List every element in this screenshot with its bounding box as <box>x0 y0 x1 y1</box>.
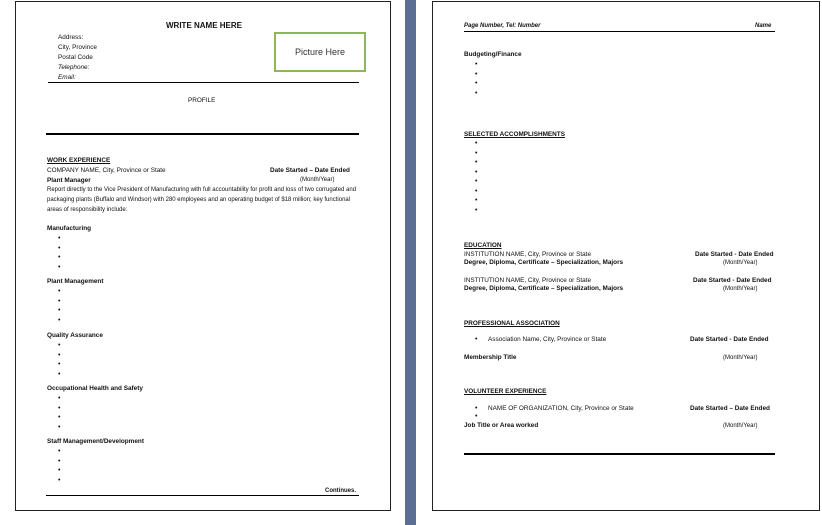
page-header-left: Page Number, Tel: Number <box>464 23 541 29</box>
association-dates: Date Started - Date Ended <box>690 336 769 343</box>
volunteer-heading: VOLUNTEER EXPERIENCE <box>464 388 547 395</box>
bullet-item: • <box>58 457 61 465</box>
bullet-item: • <box>475 206 478 214</box>
bullet-item: • <box>475 159 478 166</box>
bullet-item: • <box>475 140 478 147</box>
volunteer-dates: Date Started – Date Ended <box>690 405 770 412</box>
picture-label: Picture Here <box>294 47 346 57</box>
membership-title: Membership Title <box>464 354 517 361</box>
page2-header-rule <box>464 31 775 32</box>
bullet-list <box>58 287 60 325</box>
telephone-label: Telephone: <box>58 64 90 71</box>
bullet-item: • <box>475 80 478 87</box>
bullet-item: • <box>58 476 61 484</box>
bullet-item: • <box>58 316 61 324</box>
bullet-item: • <box>58 467 61 474</box>
bullet-list <box>475 139 477 215</box>
professional-heading: PROFESSIONAL ASSOCIATION <box>464 320 560 327</box>
bullet-item: • <box>475 149 478 157</box>
profile-heading: PROFILE <box>188 97 216 104</box>
page2-bottom-rule <box>464 453 775 455</box>
work-experience-heading: WORK EXPERIENCE <box>47 157 111 164</box>
email-label: Email: <box>58 74 76 81</box>
work-month-year: (Month/Year) <box>300 177 335 183</box>
section-manufacturing: Manufacturing <box>47 225 92 232</box>
bullet-item: • <box>58 235 61 242</box>
page-gutter <box>405 0 416 525</box>
bullet-item: • <box>475 70 478 78</box>
bullet-item: • <box>58 395 61 402</box>
degree: Degree, Diploma, Certificate – Specialization, Majors <box>464 285 624 292</box>
footer-rule <box>46 495 359 496</box>
bullet-item: • <box>58 307 61 314</box>
education-month-year: (Month/Year) <box>723 286 758 292</box>
position-title: Plant Manager <box>47 177 91 184</box>
bullet-item: • <box>58 263 61 271</box>
bullet-item: • <box>58 297 61 305</box>
profile-rule <box>46 133 359 135</box>
address-label: Address: <box>58 34 84 41</box>
work-dates: Date Started – Date Ended <box>270 167 350 174</box>
section-plant-management: Plant Management <box>47 278 104 285</box>
bullet-item: • <box>58 448 61 455</box>
organization-name: NAME OF ORGANIZATION, City, Province or State <box>488 405 634 412</box>
page-header-right: Name <box>755 23 772 29</box>
section-budgeting: Budgeting/Finance <box>464 51 522 58</box>
bullet-item: • <box>475 178 478 185</box>
bullet-item: • <box>475 413 478 420</box>
picture-placeholder <box>274 32 366 72</box>
bullet-item: • <box>475 187 478 195</box>
bullet-item: • <box>58 423 61 431</box>
bullet-item: • <box>58 342 61 349</box>
resume-page-1 <box>15 1 391 511</box>
bullet-item: • <box>58 254 61 261</box>
education-heading: EDUCATION <box>464 242 502 249</box>
bullet-item: • <box>475 197 478 204</box>
company-name: COMPANY NAME, City, Province or State <box>47 167 166 174</box>
city-province: City, Province <box>58 44 97 51</box>
resume-name: WRITE NAME HERE <box>166 21 242 30</box>
bullet-item: • <box>58 244 61 252</box>
bullet-item: • <box>58 351 61 359</box>
bullet-item: • <box>58 361 61 368</box>
institution-name: INSTITUTION NAME, City, Province or State <box>464 251 592 258</box>
bullet-list <box>58 341 60 379</box>
bullet-item: • <box>58 370 61 378</box>
bullet-item: • <box>475 168 478 176</box>
institution-name: INSTITUTION NAME, City, Province or State <box>464 277 592 284</box>
bullet-item: • <box>475 336 478 343</box>
header-rule <box>48 82 359 83</box>
postal-code: Postal Code <box>58 54 93 61</box>
bullet-list <box>58 394 60 432</box>
section-quality-assurance: Quality Assurance <box>47 332 103 339</box>
resume-page-2 <box>432 1 820 511</box>
volunteer-month-year: (Month/Year) <box>723 423 758 429</box>
association-name: Association Name, City, Province or State <box>488 336 607 343</box>
job-description: Report directly to the Vice President of Manufacturing with full accountability for profit and loss of two corrugated and packaging plants (Buffalo and Windsor) with 280 employees and an operating budget of $18 million; key functional areas of responsibility include: <box>47 187 357 213</box>
bullet-item: • <box>58 288 61 295</box>
bullet-list <box>58 447 60 485</box>
bullet-list <box>475 60 477 98</box>
bullet-item: • <box>58 414 61 421</box>
accomplishments-heading: SELECTED ACCOMPLISHMENTS <box>464 131 565 138</box>
bullet-item: • <box>58 404 61 412</box>
education-month-year: (Month/Year) <box>723 260 758 266</box>
bullet-item: • <box>475 405 478 412</box>
section-health-safety: Occupational Health and Safety <box>47 385 143 392</box>
volunteer-job-title: Job Title or Area worked <box>464 422 539 429</box>
association-month-year: (Month/Year) <box>723 355 758 361</box>
continues-label: Continues. <box>325 488 356 494</box>
education-dates: Date Started - Date Ended <box>693 277 772 284</box>
education-dates: Date Started - Date Ended <box>695 251 774 258</box>
bullet-item: • <box>475 61 478 68</box>
section-staff-management: Staff Management/Development <box>47 438 144 445</box>
bullet-list <box>58 234 60 272</box>
bullet-item: • <box>475 89 478 97</box>
degree: Degree, Diploma, Certificate – Specialization, Majors <box>464 259 624 266</box>
